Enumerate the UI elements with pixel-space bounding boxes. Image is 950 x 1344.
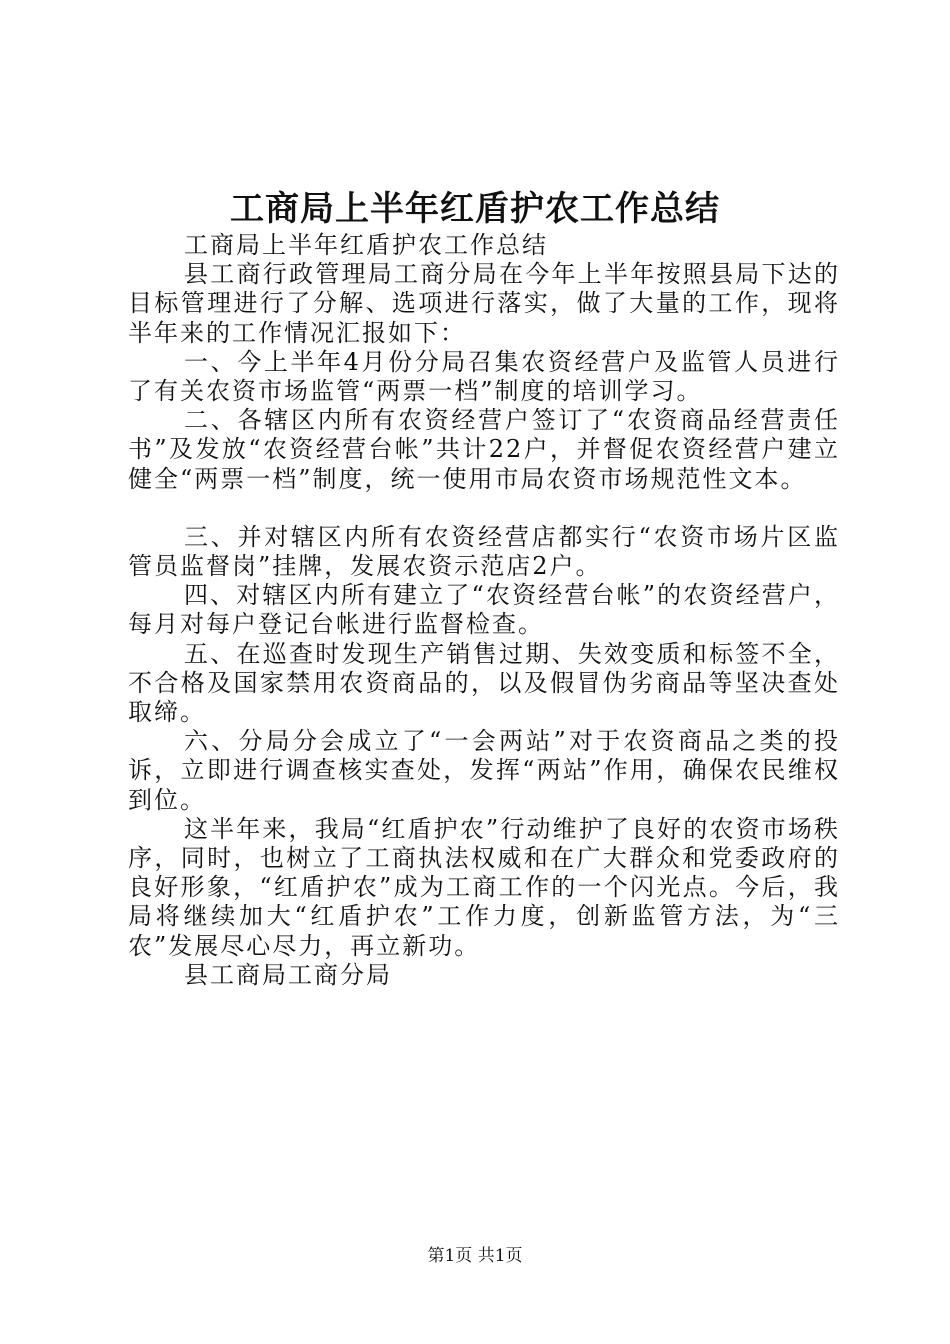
document-title: 工商局上半年红盾护农工作总结	[230, 189, 720, 229]
paragraph-item-4: 四、对辖区内所有建立了“农资经营台帐”的农资经营户，每月对每户登记台帐进行监督检查。	[128, 581, 840, 639]
paragraph-repeated-title: 工商局上半年红盾护农工作总结	[184, 231, 548, 259]
paragraph-conclusion: 这半年来，我局“红盾护农”行动维护了良好的农资市场秩序，同时，也树立了工商执法权威和在广大群众和党委政府的良好形象，“红盾护农”成为工商工作的一个闪光点。今后，我局将继续加大“红盾护农”工作力度，创新监管方法，为“三农”发展尽心尽力，再立新功。	[128, 814, 840, 960]
paragraph-item-6: 六、分局分会成立了“一会两站”对于农资商品之类的投诉，立即进行调查核实查处，发挥“两站”作用，确保农民维权到位。	[128, 727, 840, 814]
paragraph-item-5: 五、在巡查时发现生产销售过期、失效变质和标签不全，不合格及国家禁用农资商品的，以及假冒伪劣商品等坚决查处取缔。	[128, 639, 840, 727]
page-footer: 第1页 共1页	[427, 1246, 523, 1266]
paragraph-intro: 县工商行政管理局工商分局在今年上半年按照县局下达的目标管理进行了分解、选项进行落实，做了大量的工作，现将半年来的工作情况汇报如下：	[128, 260, 840, 347]
document-body	[128, 231, 840, 990]
paragraph-item-2: 二、各辖区内所有农资经营户签订了“农资商品经营责任书”及发放“农资经营台帐”共计22户，并督促农资经营户建立健全“两票一档”制度，统一使用市局农资市场规范性文本。	[128, 406, 840, 493]
paragraph-signature: 县工商局工商分局	[184, 960, 392, 989]
paragraph-item-3: 三、并对辖区内所有农资经营店都实行“农资市场片区监管员监督岗”挂牌，发展农资示范店2户。	[128, 522, 840, 581]
paragraph-item-1: 一、今上半年4月份分局召集农资经营户及监管人员进行了有关农资市场监管“两票一档”制度的培训学习。	[128, 347, 840, 406]
